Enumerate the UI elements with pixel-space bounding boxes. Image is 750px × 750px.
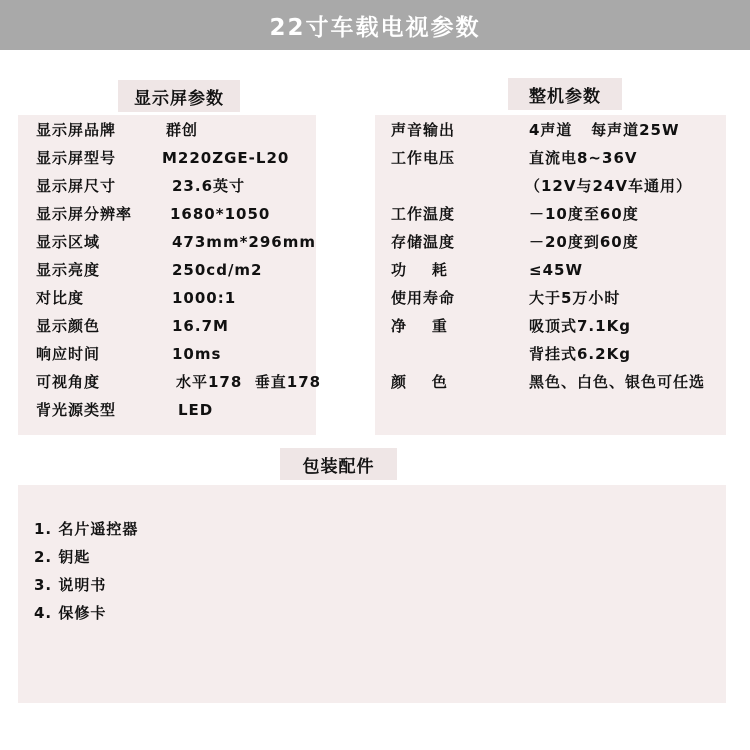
machine-row bbox=[391, 340, 731, 368]
machine-row-label: 工作温度 bbox=[391, 205, 456, 223]
display-row-label: 可视角度 bbox=[36, 373, 101, 391]
machine-row bbox=[391, 256, 731, 284]
display-row bbox=[36, 200, 376, 228]
display-heading: 显示屏参数 bbox=[118, 80, 240, 112]
package-item: 4. 保修卡 bbox=[34, 604, 107, 622]
machine-row-label: 功 耗 bbox=[391, 261, 448, 279]
display-row-value: 250cd/m2 bbox=[172, 261, 263, 279]
display-row-label: 显示屏尺寸 bbox=[36, 177, 117, 195]
machine-row bbox=[391, 144, 731, 172]
display-row bbox=[36, 284, 376, 312]
display-row-value: 16.7M bbox=[172, 317, 229, 335]
display-row bbox=[36, 312, 376, 340]
machine-row bbox=[391, 172, 731, 200]
display-row-value: 群创 bbox=[166, 121, 199, 139]
machine-row bbox=[391, 284, 731, 312]
machine-row-value: 4声道 每声道25W bbox=[529, 121, 680, 139]
machine-row-label: 声音输出 bbox=[391, 121, 456, 139]
machine-row-value: （12V与24V车通用） bbox=[525, 177, 692, 195]
display-row-label: 对比度 bbox=[36, 289, 85, 307]
display-row-label: 显示区域 bbox=[36, 233, 101, 251]
display-row-value: 1000:1 bbox=[172, 289, 237, 307]
package-heading: 包装配件 bbox=[280, 448, 397, 480]
machine-row bbox=[391, 312, 731, 340]
machine-row-label: 使用寿命 bbox=[391, 289, 456, 307]
machine-row-value: 大于5万小时 bbox=[529, 289, 621, 307]
display-row-value: 23.6英寸 bbox=[172, 177, 246, 195]
machine-row-value: －10度至60度 bbox=[529, 205, 639, 223]
title-banner bbox=[0, 0, 750, 50]
display-row-label: 显示屏分辨率 bbox=[36, 205, 133, 223]
page-title: 22寸车载电视参数 bbox=[269, 14, 481, 41]
machine-row-value: 吸顶式7.1Kg bbox=[529, 317, 631, 335]
machine-row-value: 背挂式6.2Kg bbox=[529, 345, 631, 363]
display-row-label: 显示颜色 bbox=[36, 317, 101, 335]
machine-row-value: ≤45W bbox=[529, 261, 583, 279]
machine-row-value: 黑色、白色、银色可任选 bbox=[529, 373, 706, 391]
machine-row-value: －20度到60度 bbox=[529, 233, 639, 251]
display-row-value: M220ZGE-L20 bbox=[162, 149, 290, 167]
machine-row bbox=[391, 228, 731, 256]
display-row-label: 响应时间 bbox=[36, 345, 101, 363]
display-row bbox=[36, 340, 376, 368]
display-row bbox=[36, 228, 376, 256]
machine-row-value: 直流电8~36V bbox=[529, 149, 638, 167]
display-row-value: 473mm*296mm bbox=[172, 233, 316, 251]
display-row-value: 10ms bbox=[172, 345, 222, 363]
display-row-value: 水平178 垂直178 bbox=[176, 373, 322, 391]
machine-row-label: 颜 色 bbox=[391, 373, 448, 391]
display-row bbox=[36, 144, 376, 172]
machine-row-label: 工作电压 bbox=[391, 149, 456, 167]
display-row bbox=[36, 368, 376, 396]
display-row-label: 显示亮度 bbox=[36, 261, 101, 279]
display-row-label: 显示屏型号 bbox=[36, 149, 117, 167]
package-item: 2. 钥匙 bbox=[34, 548, 91, 566]
package-item: 3. 说明书 bbox=[34, 576, 107, 594]
display-row bbox=[36, 116, 376, 144]
display-row-label: 显示屏品牌 bbox=[36, 121, 117, 139]
machine-row bbox=[391, 116, 731, 144]
display-row-label: 背光源类型 bbox=[36, 401, 117, 419]
machine-row-label: 净 重 bbox=[391, 317, 448, 335]
display-row bbox=[36, 172, 376, 200]
display-row bbox=[36, 256, 376, 284]
display-panel bbox=[18, 115, 322, 435]
display-row-value: LED bbox=[178, 401, 214, 419]
machine-heading: 整机参数 bbox=[508, 78, 622, 110]
package-item: 1. 名片遥控器 bbox=[34, 520, 139, 538]
machine-row-label: 存储温度 bbox=[391, 233, 456, 251]
machine-panel bbox=[375, 115, 726, 435]
package-panel bbox=[18, 485, 726, 703]
display-row bbox=[36, 396, 376, 424]
display-row-value: 1680*1050 bbox=[170, 205, 271, 223]
machine-row bbox=[391, 368, 731, 396]
machine-row bbox=[391, 200, 731, 228]
